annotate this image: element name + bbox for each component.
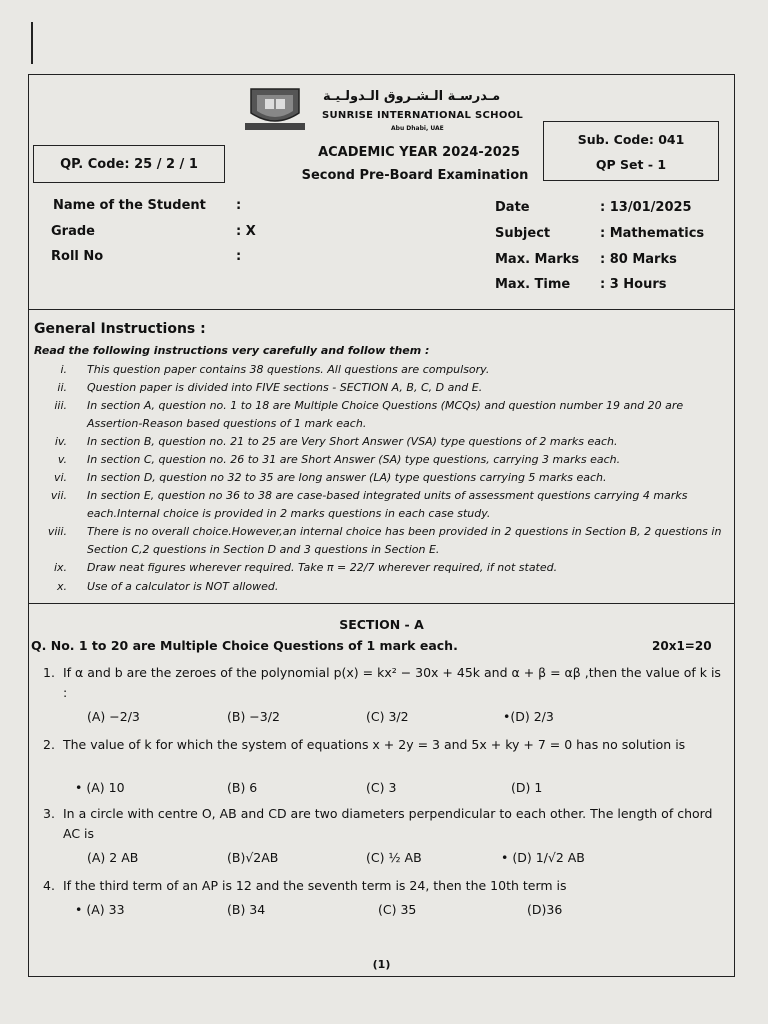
option-b: (B)√2AB <box>227 850 279 865</box>
instruction-item: iv. In section B, question no. 21 to 25 are Very Short Answer (VSA) type questions of 2 marks each. <box>54 435 618 448</box>
question <box>43 663 723 703</box>
max-marks-label: Max. Marks <box>495 252 580 267</box>
instruction-item: vii. In section E, question no 36 to 38 are case-based integrated units of assessment questions carrying 4 marks each.Internal choice is provided in 2 marks questions in each case study. <box>50 489 688 520</box>
option-b: (B) −3/2 <box>227 709 280 724</box>
instruction-item: ix. Draw neat figures wherever required. Take π = 22/7 wherever required, if not stated. <box>53 561 558 574</box>
question-text: If the third term of an AP is 12 and the seventh term is 24, then the 10th term is <box>63 878 567 893</box>
option-c: (C) 3 <box>366 780 397 795</box>
question-number: 2. <box>43 737 55 752</box>
academic-year: ACADEMIC YEAR 2024-2025 <box>318 145 520 160</box>
instruction-item: ii. Question paper is divided into FIVE sections - SECTION A, B, C, D and E. <box>57 381 483 394</box>
option-d: •(D) 2/3 <box>503 709 554 724</box>
question-number: 3. <box>43 806 55 821</box>
divider <box>29 309 734 310</box>
name-value: : <box>236 198 242 213</box>
roll-label: Roll No <box>51 249 104 264</box>
question <box>43 735 723 775</box>
qp-code-box <box>33 145 225 183</box>
option-c: (C) 35 <box>378 902 417 917</box>
exam-name: Second Pre-Board Examination <box>301 168 529 183</box>
divider <box>29 603 734 604</box>
date-value: : 13/01/2025 <box>600 200 692 215</box>
question-text: If α and b are the zeroes of the polynomial p(x) = kx² − 30x + 45k and α + β = αβ ,then the value of k is : <box>63 665 721 700</box>
school-name: SUNRISE INTERNATIONAL SCHOOL <box>322 110 524 121</box>
roll-value: : <box>236 249 242 264</box>
grade-value: : X <box>236 224 256 239</box>
section-marks: 20x1=20 <box>652 639 712 653</box>
qp-set: QP Set - 1 <box>595 157 667 172</box>
pen-mark <box>31 22 33 64</box>
max-time-label: Max. Time <box>495 277 571 292</box>
option-d: (D) 1 <box>511 780 543 795</box>
option-a: • (A) 33 <box>75 902 125 917</box>
question <box>43 876 723 896</box>
qp-code: QP. Code: 25 / 2 / 1 <box>60 156 198 172</box>
option-b: (B) 6 <box>227 780 258 795</box>
instruction-item: v. In section C, question no. 26 to 31 are Short Answer (SA) type questions, carrying 3 marks each. <box>57 453 621 466</box>
grade-label: Grade <box>51 224 95 239</box>
instruction-item: i. This question paper contains 38 questions. All questions are compulsory. <box>60 363 490 376</box>
option-b: (B) 34 <box>227 902 266 917</box>
instruction-item: viii. There is no overall choice.However,an internal choice has been provided in 2 questions in Section B, 2 questions in Section C,2 questions in Section D and 3 questions in Section E. <box>47 525 722 556</box>
instruction-item: iii. In section A, question no. 1 to 18 are Multiple Choice Questions (MCQs) and question number 19 and 20 are Assertion-Reason based questions of 1 mark each. <box>54 399 684 430</box>
max-marks-value: : 80 Marks <box>600 252 677 267</box>
instructions-subtitle: Read the following instructions very carefully and follow them : <box>34 344 430 357</box>
option-a: (A) 2 AB <box>87 850 139 865</box>
subject-label: Subject <box>495 226 551 241</box>
name-label: Name of the Student <box>53 198 206 213</box>
instruction-item: x. Use of a calculator is NOT allowed. <box>56 580 279 593</box>
question-text: The value of k for which the system of equations x + 2y = 3 and 5x + ky + 7 = 0 has no solution is <box>63 737 686 752</box>
instruction-item: vi. In section D, question no 32 to 35 are long answer (LA) type questions carrying 5 marks each. <box>53 471 607 484</box>
date-label: Date <box>495 200 530 215</box>
question-text: In a circle with centre O, AB and CD are two diameters perpendicular to each other. The length of chord AC is <box>63 806 713 841</box>
option-c: (C) ½ AB <box>366 850 422 865</box>
school-logo-icon <box>243 83 307 135</box>
sub-code: Sub. Code: 041 <box>577 132 685 147</box>
subject-value: : Mathematics <box>600 226 705 241</box>
option-a: • (A) 10 <box>75 780 125 795</box>
school-location: Abu Dhabi, UAE <box>391 125 444 132</box>
section-title: SECTION - A <box>339 617 424 632</box>
option-a: (A) −2/3 <box>87 709 140 724</box>
question <box>43 804 723 844</box>
option-c: (C) 3/2 <box>366 709 409 724</box>
sub-code-box <box>543 121 719 181</box>
option-d: • (D) 1/√2 AB <box>501 850 585 865</box>
max-time-value: : 3 Hours <box>600 277 667 292</box>
page-number: (1) <box>372 958 391 971</box>
section-subtitle: Q. No. 1 to 20 are Multiple Choice Questions of 1 mark each. <box>31 638 458 653</box>
option-d: (D)36 <box>527 902 563 917</box>
school-name-arabic: مـدرسـة الـشـروق الـدولـيـة <box>323 89 501 104</box>
instructions-title: General Instructions : <box>34 321 206 337</box>
question-paper <box>28 74 735 977</box>
question-number: 4. <box>43 878 55 893</box>
question-number: 1. <box>43 665 55 680</box>
